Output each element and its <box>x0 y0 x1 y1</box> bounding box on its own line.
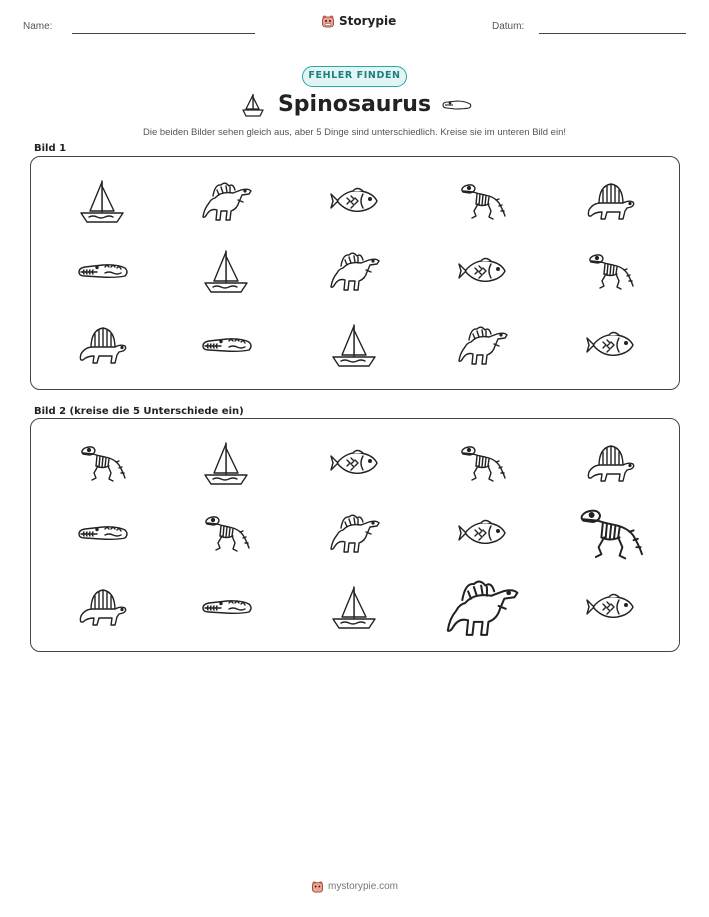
spinosaurus-icon <box>455 322 511 368</box>
dino-skeleton-icon <box>572 501 650 565</box>
sailboat-icon <box>199 248 255 294</box>
brand-logo <box>321 14 396 28</box>
fish-icon <box>583 322 639 368</box>
picture-2-fish-icon[interactable] <box>327 440 383 486</box>
dino-skeleton-icon <box>455 440 511 486</box>
footer-site: mystorypie.com <box>327 881 398 892</box>
picture-1-sailboat-icon[interactable] <box>327 322 383 368</box>
picture-1-crocodile-icon[interactable] <box>199 322 255 368</box>
picture-2-crocodile-icon[interactable] <box>75 510 131 556</box>
picture-2-panel[interactable] <box>30 418 680 652</box>
dimetrodon-icon <box>75 322 131 368</box>
spinosaurus-icon <box>442 574 523 641</box>
picture-1-panel[interactable] <box>30 156 680 390</box>
sailboat-icon <box>327 584 383 630</box>
picture-1-dino-skeleton-icon[interactable] <box>583 248 639 294</box>
picture-1-dino-skeleton-icon[interactable] <box>455 178 511 224</box>
sailboat-icon <box>75 178 131 224</box>
footer <box>0 880 709 893</box>
picture-1-label: Bild 1 <box>34 143 67 154</box>
picture-1-spinosaurus-icon[interactable] <box>455 322 511 368</box>
crocodile-icon <box>75 510 131 556</box>
page-title: Spinosaurus <box>277 92 432 117</box>
dino-skeleton-icon <box>75 440 131 486</box>
picture-1-spinosaurus-icon[interactable] <box>199 178 255 224</box>
picture-2-dino-skeleton-icon[interactable] <box>572 501 650 565</box>
picture-2-sailboat-icon[interactable] <box>327 584 383 630</box>
picture-2-fish-icon[interactable] <box>455 510 511 556</box>
picture-2-spinosaurus-icon[interactable] <box>442 574 523 641</box>
name-field[interactable] <box>72 33 255 34</box>
picture-2-spinosaurus-icon[interactable] <box>327 510 383 556</box>
fish-icon <box>455 248 511 294</box>
brand-name: Storypie <box>339 14 397 28</box>
picture-1-fish-icon[interactable] <box>455 248 511 294</box>
picture-2-crocodile-icon[interactable] <box>199 584 255 630</box>
spinosaurus-icon <box>199 178 255 224</box>
dimetrodon-icon <box>75 584 131 630</box>
date-label: Datum: <box>492 21 525 32</box>
crocodile-icon <box>75 248 131 294</box>
picture-2-dimetrodon-icon[interactable] <box>583 440 639 486</box>
storypie-mascot-icon <box>321 14 335 28</box>
dimetrodon-icon <box>583 440 639 486</box>
sailboat-icon <box>199 440 255 486</box>
picture-1-fish-icon[interactable] <box>327 178 383 224</box>
picture-2-dino-skeleton-icon[interactable] <box>455 440 511 486</box>
picture-2-sailboat-icon[interactable] <box>199 440 255 486</box>
dino-skeleton-icon <box>583 248 639 294</box>
date-field[interactable] <box>539 33 686 34</box>
spinosaurus-icon <box>327 248 383 294</box>
name-label: Name: <box>23 21 53 32</box>
fish-icon <box>583 584 639 630</box>
storypie-mascot-icon <box>311 880 324 893</box>
fish-icon <box>327 178 383 224</box>
dino-skeleton-icon <box>455 178 511 224</box>
sailboat-icon <box>327 322 383 368</box>
instructions: Die beiden Bilder sehen gleich aus, aber 5 Dinge sind unterschiedlich. Kreise sie im unteren Bild ein! <box>143 127 566 138</box>
dimetrodon-icon <box>583 178 639 224</box>
picture-1-dimetrodon-icon[interactable] <box>75 322 131 368</box>
picture-1-crocodile-icon[interactable] <box>75 248 131 294</box>
picture-2-fish-icon[interactable] <box>583 584 639 630</box>
dino-skeleton-icon <box>199 510 255 556</box>
spinosaurus-icon <box>327 510 383 556</box>
crocodile-icon <box>199 584 255 630</box>
category-badge: FEHLER FINDEN <box>302 66 407 87</box>
picture-1-dimetrodon-icon[interactable] <box>583 178 639 224</box>
crocodile-icon <box>199 322 255 368</box>
fish-icon <box>455 510 511 556</box>
picture-2-dino-skeleton-icon[interactable] <box>199 510 255 556</box>
picture-1-sailboat-icon[interactable] <box>75 178 131 224</box>
picture-1-fish-icon[interactable] <box>583 322 639 368</box>
picture-2-label: Bild 2 (kreise die 5 Unterschiede ein) <box>34 406 244 417</box>
crocodile-icon <box>441 98 473 112</box>
picture-1-spinosaurus-icon[interactable] <box>327 248 383 294</box>
picture-1-sailboat-icon[interactable] <box>199 248 255 294</box>
picture-2-dimetrodon-icon[interactable] <box>75 584 131 630</box>
picture-2-dino-skeleton-icon[interactable] <box>75 440 131 486</box>
fish-icon <box>327 440 383 486</box>
